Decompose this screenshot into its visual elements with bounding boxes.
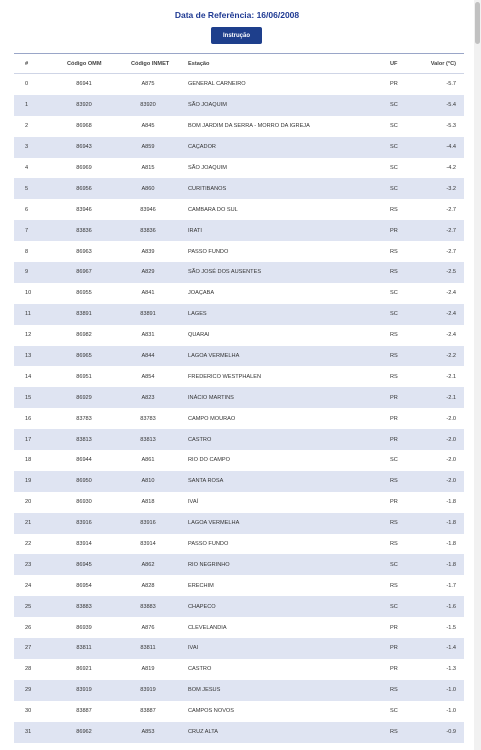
- cell-uf: SC: [390, 603, 398, 610]
- cell-omm-code: 86969: [76, 165, 92, 171]
- cell-value: -2.0: [446, 457, 456, 464]
- table-row: [14, 178, 464, 199]
- cell-station: SÃO JOSÉ DOS AUSENTES: [188, 269, 262, 276]
- cell-station: IVAÍ: [188, 499, 199, 506]
- cell-index: 23: [25, 561, 32, 568]
- cell-omm-code: 86956: [76, 185, 92, 192]
- cell-station: INÁCIO MARTINS: [188, 394, 234, 401]
- table-row: [14, 262, 464, 283]
- table-row: [14, 722, 464, 743]
- cell-omm-code: 86967: [76, 269, 92, 276]
- cell-station: CAMBARA DO SUL: [188, 206, 238, 213]
- cell-value: -1.8: [446, 499, 456, 506]
- cell-station: BOM JESUS: [188, 687, 221, 694]
- cell-station: RIO NEGRINHO: [188, 561, 230, 568]
- column-header-inmet[interactable]: Código INMET: [131, 60, 170, 67]
- cell-uf: RS: [390, 206, 398, 213]
- cell-uf: RS: [390, 373, 398, 380]
- cell-uf: PR: [390, 499, 398, 506]
- cell-station: RIO DO CAMPO: [188, 457, 230, 464]
- cell-value: -4.2: [446, 165, 456, 171]
- table-row: [14, 429, 464, 450]
- cell-omm-code: 86954: [76, 582, 92, 589]
- cell-index: 2: [25, 123, 29, 130]
- cell-value: -2.4: [446, 290, 456, 297]
- column-header-omm[interactable]: Código OMM: [67, 60, 102, 67]
- cell-value: -1.3: [446, 666, 456, 673]
- cell-omm-code: 83836: [76, 227, 92, 234]
- cell-station: CAÇADOR: [188, 144, 216, 151]
- cell-value: -2.0: [446, 415, 456, 422]
- cell-station: PASSO FUNDO: [188, 248, 229, 255]
- cell-inmet-code: A876: [141, 624, 155, 631]
- table-row: [14, 325, 464, 346]
- table-row: [14, 408, 464, 429]
- cell-omm-code: 86951: [76, 373, 92, 380]
- cell-inmet-code: A845: [141, 123, 155, 130]
- cell-uf: PR: [390, 415, 398, 422]
- cell-station: CURITIBANOS: [188, 185, 227, 192]
- cell-station: GENERAL CARNEIRO: [188, 81, 246, 88]
- cell-index: 12: [25, 332, 32, 339]
- table-row: [14, 534, 464, 555]
- cell-omm-code: 83891: [76, 311, 92, 318]
- cell-inmet-code: A860: [141, 185, 155, 192]
- cell-index: 4: [25, 165, 29, 171]
- table-row: [14, 492, 464, 513]
- cell-omm-code: 86968: [76, 123, 92, 130]
- cell-uf: PR: [390, 666, 398, 673]
- table-row: [14, 513, 464, 534]
- cell-uf: PR: [390, 645, 398, 652]
- cell-inmet-code: 83916: [140, 520, 156, 527]
- cell-uf: RS: [390, 541, 398, 548]
- cell-station: CAMPO MOURAO: [188, 415, 236, 422]
- cell-inmet-code: 83914: [140, 541, 156, 548]
- cell-inmet-code: 83883: [140, 603, 156, 610]
- cell-station: CASTRO: [188, 666, 212, 673]
- cell-omm-code: 86945: [76, 561, 92, 568]
- table-row: [14, 116, 464, 137]
- cell-inmet-code: 83920: [140, 102, 156, 109]
- cell-value: -5.3: [446, 123, 456, 130]
- cell-inmet-code: A839: [141, 248, 155, 255]
- cell-station: CASTRO: [188, 436, 212, 443]
- table-row: [14, 680, 464, 701]
- cell-station: BOM JARDIM DA SERRA - MORRO DA IGREJA: [188, 123, 310, 130]
- data-table: [14, 53, 464, 743]
- cell-index: 0: [25, 81, 29, 88]
- cell-uf: SC: [390, 290, 398, 297]
- cell-uf: RS: [390, 687, 398, 694]
- cell-inmet-code: A844: [141, 353, 155, 360]
- cell-station: ERECHIM: [188, 582, 214, 589]
- cell-index: 7: [25, 227, 29, 234]
- table-row: [14, 241, 464, 262]
- cell-station: LAGOA VERMELHA: [188, 520, 240, 527]
- table-row: [14, 220, 464, 241]
- cell-index: 13: [25, 353, 32, 360]
- cell-inmet-code: A859: [141, 144, 155, 151]
- cell-uf: SC: [390, 102, 398, 109]
- cell-omm-code: 83887: [76, 708, 92, 715]
- cell-omm-code: 86930: [76, 499, 92, 506]
- cell-station: LAGOA VERMELHA: [188, 353, 240, 360]
- cell-index: 24: [25, 582, 32, 589]
- cell-value: -2.0: [446, 436, 456, 443]
- cell-uf: RS: [390, 248, 398, 255]
- cell-omm-code: 83914: [76, 541, 92, 548]
- cell-station: CRUZ ALTA: [188, 729, 218, 736]
- cell-uf: RS: [390, 353, 398, 360]
- cell-station: IVAI: [188, 645, 199, 652]
- cell-index: 3: [25, 144, 29, 151]
- cell-inmet-code: A818: [141, 499, 155, 506]
- cell-uf: RS: [390, 269, 398, 276]
- cell-uf: SC: [390, 561, 398, 568]
- cell-value: -5.7: [446, 81, 456, 88]
- cell-uf: SC: [390, 144, 398, 151]
- cell-omm-code: 83920: [76, 102, 92, 109]
- cell-index: 18: [25, 457, 32, 464]
- table-row: [14, 158, 464, 179]
- cell-inmet-code: 83783: [140, 415, 156, 422]
- cell-index: 6: [25, 206, 29, 213]
- cell-omm-code: 86921: [76, 666, 92, 673]
- cell-station: SANTA ROSA: [188, 478, 224, 485]
- cell-index: 10: [25, 290, 32, 297]
- cell-value: -2.4: [446, 311, 456, 318]
- cell-index: 21: [25, 520, 32, 527]
- cell-inmet-code: A815: [141, 165, 155, 171]
- table-row: [14, 346, 464, 367]
- column-header-uf[interactable]: UF: [390, 60, 398, 67]
- cell-index: 5: [25, 185, 29, 192]
- cell-omm-code: 83916: [76, 520, 92, 527]
- cell-inmet-code: A862: [141, 561, 155, 568]
- cell-index: 17: [25, 436, 32, 443]
- cell-value: -2.7: [446, 248, 456, 255]
- cell-omm-code: 86982: [76, 332, 92, 339]
- scrollbar[interactable]: [474, 0, 481, 750]
- cell-omm-code: 86965: [76, 353, 92, 360]
- cell-inmet-code: A841: [141, 290, 155, 297]
- cell-value: -1.8: [446, 520, 456, 527]
- cell-omm-code: 83813: [76, 436, 92, 443]
- cell-uf: PR: [390, 624, 398, 631]
- cell-station: CHAPECO: [188, 603, 216, 610]
- cell-index: 28: [25, 666, 32, 673]
- cell-inmet-code: A853: [141, 729, 155, 736]
- cell-index: 15: [25, 394, 32, 401]
- cell-station: LAGES: [188, 311, 207, 318]
- table-row: [14, 366, 464, 387]
- cell-index: 20: [25, 499, 32, 506]
- cell-value: -3.2: [446, 185, 456, 192]
- cell-inmet-code: A810: [141, 478, 155, 485]
- cell-value: -1.0: [446, 687, 456, 694]
- cell-value: -1.8: [446, 541, 456, 548]
- cell-inmet-code: A831: [141, 332, 155, 339]
- cell-value: -1.8: [446, 561, 456, 568]
- cell-index: 27: [25, 645, 32, 652]
- cell-uf: SC: [390, 123, 398, 130]
- cell-station: PASSO FUNDO: [188, 541, 229, 548]
- cell-value: -2.5: [446, 269, 456, 276]
- cell-uf: SC: [390, 311, 398, 318]
- cell-uf: RS: [390, 582, 398, 589]
- cell-omm-code: 83783: [76, 415, 92, 422]
- table-row: [14, 554, 464, 575]
- table-row: [14, 596, 464, 617]
- cell-value: -1.4: [446, 645, 456, 652]
- table-row: [14, 74, 464, 95]
- cell-uf: PR: [390, 227, 398, 234]
- cell-inmet-code: A854: [141, 373, 155, 380]
- table-row: [14, 701, 464, 722]
- cell-inmet-code: 83919: [140, 687, 156, 694]
- cell-inmet-code: A829: [141, 269, 155, 276]
- table-row: [14, 450, 464, 471]
- table-row: [14, 659, 464, 680]
- cell-index: 31: [25, 729, 32, 736]
- cell-value: -1.5: [446, 624, 456, 631]
- table-row: [14, 638, 464, 659]
- cell-uf: RS: [390, 332, 398, 339]
- cell-uf: PR: [390, 81, 398, 88]
- cell-inmet-code: A819: [141, 666, 155, 673]
- cell-value: -2.0: [446, 478, 456, 485]
- cell-inmet-code: A823: [141, 394, 155, 401]
- table-row: [14, 617, 464, 638]
- cell-station: IRATI: [188, 227, 202, 234]
- cell-index: 19: [25, 478, 32, 485]
- column-header-station[interactable]: Estação: [188, 60, 210, 67]
- cell-index: 25: [25, 603, 32, 610]
- cell-inmet-code: 83887: [140, 708, 156, 715]
- cell-omm-code: 83946: [76, 206, 92, 213]
- scrollbar-thumb[interactable]: [475, 2, 480, 44]
- cell-uf: RS: [390, 478, 398, 485]
- cell-index: 26: [25, 624, 32, 631]
- cell-inmet-code: A875: [141, 81, 155, 88]
- cell-value: -2.4: [446, 332, 456, 339]
- cell-omm-code: 86944: [76, 457, 92, 464]
- cell-inmet-code: A861: [141, 457, 155, 464]
- cell-uf: SC: [390, 165, 398, 171]
- cell-omm-code: 86939: [76, 624, 92, 631]
- column-header-value[interactable]: Valor (°C): [430, 60, 456, 67]
- cell-inmet-code: 83811: [140, 645, 156, 652]
- cell-omm-code: 86943: [76, 144, 92, 151]
- cell-station: FREDERICO WESTPHALEN: [188, 373, 262, 380]
- cell-omm-code: 86962: [76, 729, 92, 736]
- cell-value: -4.4: [446, 144, 456, 151]
- table-row: [14, 575, 464, 596]
- page-title: Data de Referência: 16/06/2008: [174, 10, 300, 20]
- cell-station: SÃO JOAQUIM: [188, 165, 227, 171]
- cell-omm-code: 86963: [76, 248, 92, 255]
- cell-station: JOAÇABA: [188, 290, 215, 297]
- table-row: [14, 199, 464, 220]
- table-row: [14, 387, 464, 408]
- cell-inmet-code: 83813: [140, 436, 156, 443]
- cell-uf: SC: [390, 185, 398, 192]
- cell-index: 8: [25, 248, 29, 255]
- table-row: [14, 471, 464, 492]
- cell-inmet-code: 83836: [140, 227, 156, 234]
- cell-value: -2.7: [446, 227, 456, 234]
- cell-omm-code: 86941: [76, 81, 92, 88]
- cell-value: -5.4: [446, 102, 456, 109]
- cell-value: -1.0: [446, 708, 456, 715]
- table-header-row: [14, 54, 464, 74]
- cell-station: SÃO JOAQUIM: [188, 102, 227, 109]
- cell-station: CAMPOS NOVOS: [188, 708, 235, 715]
- cell-uf: PR: [390, 394, 398, 401]
- cell-value: -1.7: [446, 582, 456, 589]
- cell-omm-code: 86929: [76, 394, 92, 401]
- cell-index: 22: [25, 541, 32, 548]
- cell-index: 1: [25, 102, 29, 109]
- cell-index: 29: [25, 687, 32, 694]
- cell-omm-code: 83919: [76, 687, 92, 694]
- table-row: [14, 283, 464, 304]
- cell-uf: RS: [390, 520, 398, 527]
- cell-omm-code: 86955: [76, 290, 92, 297]
- cell-inmet-code: 83891: [140, 311, 156, 318]
- cell-station: CLEVELANDIA: [188, 624, 227, 631]
- cell-index: 16: [25, 415, 32, 422]
- cell-uf: SC: [390, 457, 398, 464]
- table-row: [14, 304, 464, 325]
- table-row: [14, 95, 464, 116]
- cell-inmet-code: 83946: [140, 206, 156, 213]
- cell-value: -1.6: [446, 603, 456, 610]
- cell-value: -2.1: [446, 394, 456, 401]
- cell-value: -0.9: [446, 729, 456, 736]
- cell-station: QUARAI: [188, 332, 210, 339]
- cell-uf: SC: [390, 708, 398, 715]
- cell-inmet-code: A828: [141, 582, 155, 589]
- cell-omm-code: 83811: [76, 645, 92, 652]
- cell-omm-code: 83883: [76, 603, 92, 610]
- table-row: [14, 137, 464, 158]
- cell-index: 9: [25, 269, 29, 276]
- cell-value: -2.2: [446, 353, 456, 360]
- cell-index: 30: [25, 708, 32, 715]
- cell-omm-code: 86950: [76, 478, 92, 485]
- cell-index: 14: [25, 373, 32, 380]
- cell-uf: PR: [390, 436, 398, 443]
- cell-index: 11: [25, 311, 31, 318]
- cell-value: -2.1: [446, 373, 456, 380]
- cell-value: -2.7: [446, 206, 456, 213]
- instrucao-button[interactable]: Instrução: [211, 27, 262, 44]
- column-header-index[interactable]: #: [25, 60, 29, 67]
- cell-uf: RS: [390, 729, 398, 736]
